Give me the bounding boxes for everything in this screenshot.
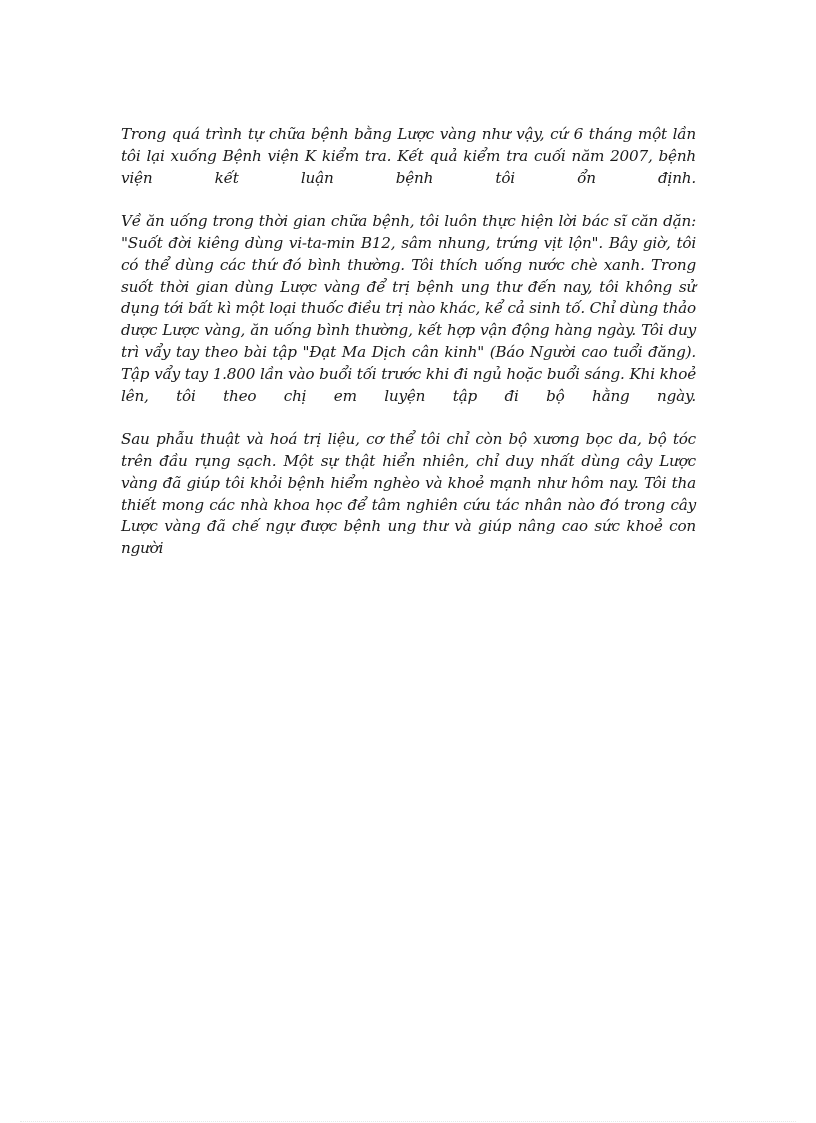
paragraph-2: Về ăn uống trong thời gian chữa bệnh, tôi luôn thực hiện lời bác sĩ căn dặn: "Suốt đời kiêng dùng vi-ta-min B12, sâm nhung, trứng vịt lộn". Bây giờ, tôi có thể dùng các thứ đó bình thường. Tôi thích uống nước chè xanh. Trong suốt thời gian dùng Lược vàng để trị bệnh ung thư đến nay, tôi không sử dụng tới bất kì một loại thuốc điều trị nào khác, kể cả sinh tố. Chỉ dùng thảo dược Lược vàng, ăn uống bình thường, kết hợp vận động hàng ngày. Tôi duy trì vẩy tay theo bài tập "Đạt Ma Dịch cân kinh" (Báo Người cao tuổi đăng). Tập vẩy tay 1.800 lần vào buổi tối trước khi đi ngủ hoặc buổi sáng. Khi khoẻ lên, tôi theo chị em luyện tập đi bộ hằng ngày.	[121, 212, 696, 405]
paragraph-1: Trong quá trình tự chữa bệnh bằng Lược vàng như vậy, cứ 6 tháng một lần tôi lại xuống Bệnh viện K kiểm tra. Kết quả kiểm tra cuối năm 2007, bệnh viện kết luận bệnh tôi ổn định.	[121, 125, 696, 187]
document-body	[121, 124, 696, 582]
page-bottom-divider	[20, 1121, 796, 1122]
paragraph-3: Sau phẫu thuật và hoá trị liệu, cơ thể tôi chỉ còn bộ xương bọc da, bộ tóc trên đầu rụng sạch. Một sự thật hiển nhiên, chỉ duy nhất dùng cây Lược vàng đã giúp tôi khỏi bệnh hiểm nghèo và khoẻ mạnh như hôm nay. Tôi tha thiết mong các nhà khoa học để tâm nghiên cứu tác nhân nào đó trong cây Lược vàng đã chế ngự được bệnh ung thư và giúp nâng cao sức khoẻ con người	[121, 430, 696, 558]
